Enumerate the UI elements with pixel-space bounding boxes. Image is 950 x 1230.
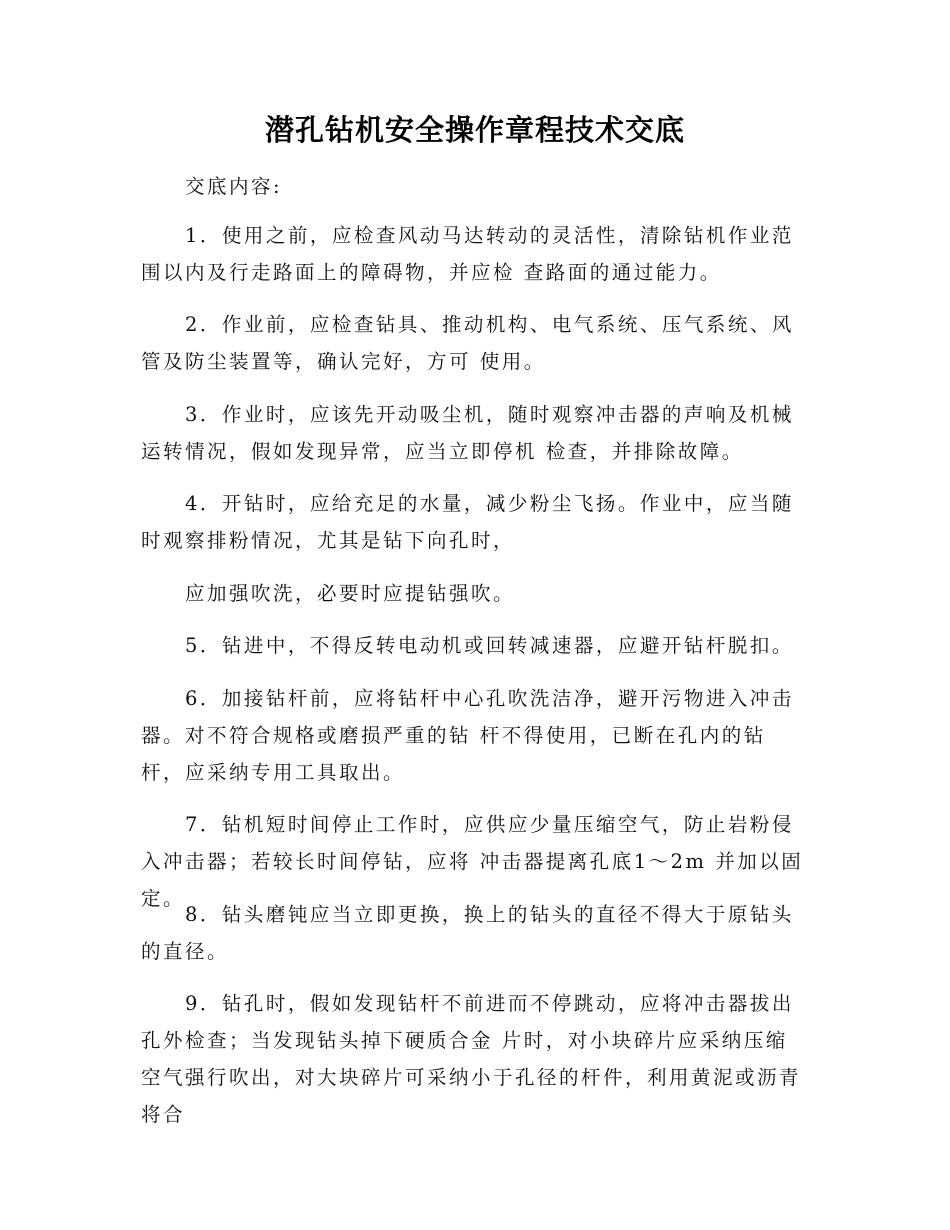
paragraph-item-2: 2．作业前，应检查钻具、推动机构、电气系统、压气系统、风管及防尘装置等，确认完好，方可 使用。 xyxy=(141,313,794,373)
paragraph-item-7: 7．钻机短时间停止工作时，应供应少量压缩空气，防止岩粉侵入冲击器；若较长时间停钻，应将 冲击器提离孔底1～2m 并加以固定。 xyxy=(141,813,804,910)
paragraph-item-3: 3．作业时，应该先开动吸尘机，随时观察冲击器的声响及机械运转情况，假如发现异常，应当立即停机 检查，并排除故障。 xyxy=(141,403,794,463)
paragraph-item-5: 5．钻进中，不得反转电动机或回转减速器，应避开钻杆脱扣。 xyxy=(185,634,794,657)
paragraph-item-8: 8．钻头磨钝应当立即更换，换上的钻头的直径不得大于原钻头的直径。 xyxy=(141,903,794,963)
paragraph-item-4-continued: 应加强吹洗，必要时应提钻强吹。 xyxy=(185,582,516,605)
paragraph-item-6: 6．加接钻杆前，应将钻杆中心孔吹洗洁净，避开污物进入冲击器。对不符合规格或磨损严重的钻 杆不得使用，已断在孔内的钻杆，应采纳专用工具取出。 xyxy=(141,687,794,784)
paragraph-intro: 交底内容: xyxy=(185,175,283,198)
paragraph-item-9: 9．钻孔时，假如发现钻杆不前进而不停跳动，应将冲击器拔出孔外检查；当发现钻头掉下硬质合金 片时，对小块碎片应采纳压缩空气强行吹出，对大块碎片可采纳小于孔径的杆件，利用黄泥或沥青将合 xyxy=(141,992,802,1126)
document-title: 潜孔钻机安全操作章程技术交底 xyxy=(264,113,685,147)
paragraph-item-4: 4．开钻时，应给充足的水量，减少粉尘飞扬。作业中，应当随时观察排粉情况，尤其是钻下向孔时， xyxy=(141,492,794,552)
paragraph-item-1: 1．使用之前，应检查风动马达转动的灵活性，清除钻机作业范围以内及行走路面上的障碍物，并应检 查路面的通过能力。 xyxy=(141,224,794,284)
